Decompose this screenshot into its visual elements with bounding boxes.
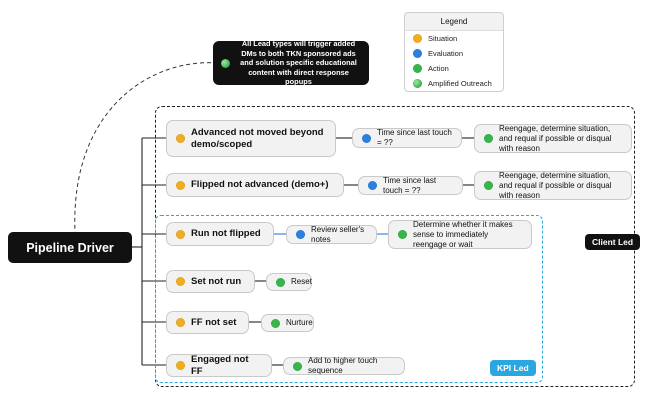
callout-bubble xyxy=(213,41,369,85)
node-label: Nurture xyxy=(286,318,313,327)
node-label: Review seller's notes xyxy=(311,224,365,244)
node-stage-run-not-flipped[interactable] xyxy=(166,222,274,246)
evaluation-dot-icon xyxy=(368,181,377,190)
situation-dot-icon xyxy=(176,134,185,143)
situation-dot-icon xyxy=(176,318,185,327)
legend-item-label: Action xyxy=(428,64,449,73)
node-label: FF not set xyxy=(191,316,237,328)
evaluation-dot-icon xyxy=(413,49,422,58)
amplified-outreach-icon xyxy=(221,59,230,68)
node-evaluation-time-since-last-touch-2[interactable] xyxy=(358,176,463,195)
node-stage-set-not-run[interactable] xyxy=(166,270,255,293)
legend-title: Legend xyxy=(405,13,503,31)
node-label: Advanced not moved beyond demo/scoped xyxy=(191,126,324,150)
node-action-reengage-2[interactable] xyxy=(474,171,632,200)
node-label: Time since last touch = ?? xyxy=(377,128,452,147)
legend-panel xyxy=(404,12,504,92)
situation-dot-icon xyxy=(413,34,422,43)
legend-item-amplified-outreach xyxy=(405,76,503,91)
node-action-reset[interactable] xyxy=(266,273,312,291)
action-dot-icon xyxy=(398,230,407,239)
action-dot-icon xyxy=(293,362,302,371)
node-action-reengage-1[interactable] xyxy=(474,124,632,153)
node-action-nurture[interactable] xyxy=(261,314,314,332)
action-dot-icon xyxy=(413,64,422,73)
action-dot-icon xyxy=(276,278,285,287)
legend-item-situation xyxy=(405,31,503,46)
legend-item-evaluation xyxy=(405,46,503,61)
node-label: Flipped not advanced (demo+) xyxy=(191,179,329,191)
legend-item-label: Situation xyxy=(428,34,458,43)
action-dot-icon xyxy=(271,319,280,328)
node-stage-advanced-not-moved[interactable] xyxy=(166,120,336,157)
group-tag-kpi-led: KPI Led xyxy=(490,360,536,376)
legend-item-action xyxy=(405,61,503,76)
node-label: Run not flipped xyxy=(191,228,261,240)
root-node-label: Pipeline Driver xyxy=(26,240,114,255)
node-label: Set not run xyxy=(191,275,242,287)
node-action-determine-reengage-or-wait[interactable] xyxy=(388,220,532,249)
node-stage-engaged-not-ff[interactable] xyxy=(166,354,272,377)
situation-dot-icon xyxy=(176,277,185,286)
node-stage-flipped-not-advanced[interactable] xyxy=(166,173,344,197)
node-label: Reengage, determine situation, and requal if possible or disqual with reason xyxy=(499,123,612,153)
node-label: Add to higher touch sequence xyxy=(308,356,378,375)
node-action-add-to-higher-touch-sequence[interactable] xyxy=(283,357,405,375)
amplified-outreach-dot-icon xyxy=(413,79,422,88)
root-node-pipeline-driver[interactable] xyxy=(8,232,132,263)
action-dot-icon xyxy=(484,181,493,190)
situation-dot-icon xyxy=(176,230,185,239)
situation-dot-icon xyxy=(176,181,185,190)
evaluation-dot-icon xyxy=(362,134,371,143)
node-label: Time since last touch = ?? xyxy=(383,175,437,195)
callout-text: All Lead types will trigger added DMs to both TKN sponsored ads and solution specific educational content with direct response popups xyxy=(240,39,357,87)
node-stage-ff-not-set[interactable] xyxy=(166,311,249,334)
action-dot-icon xyxy=(484,134,493,143)
group-tag-client-led: Client Led xyxy=(585,234,640,250)
situation-dot-icon xyxy=(176,361,185,370)
node-evaluation-review-sellers-notes[interactable] xyxy=(286,225,377,244)
legend-item-label: Amplified Outreach xyxy=(428,79,492,88)
legend-item-label: Evaluation xyxy=(428,49,464,58)
node-evaluation-time-since-last-touch-1[interactable] xyxy=(352,128,462,148)
evaluation-dot-icon xyxy=(296,230,305,239)
node-label: Determine whether it makes sense to immediately reengage or wait xyxy=(413,219,513,249)
node-label: Reengage, determine situation, and requal if possible or disqual with reason xyxy=(499,170,612,200)
node-label: Engaged not FF xyxy=(191,353,249,377)
node-label: Reset xyxy=(291,277,312,286)
